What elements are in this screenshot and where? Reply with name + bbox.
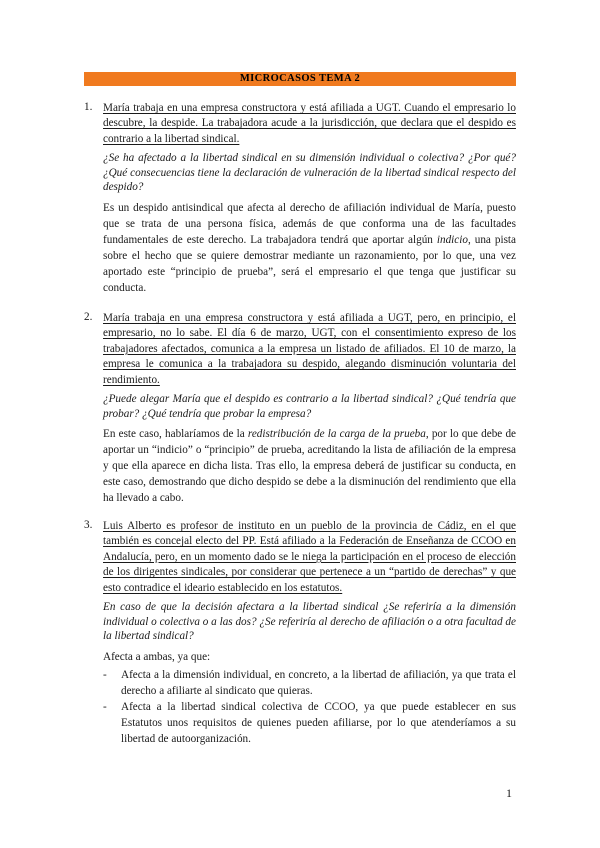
case-question: ¿Puede alegar María que el despido es contrario a la libertad sindical? ¿Qué tendría que probar? ¿Qué tendría que probar la empresa? [103,393,516,420]
answer-bullet-list [103,667,516,747]
case-3 [84,519,516,747]
answer-bullet [103,667,516,699]
bullet-text: Afecta a la libertad sindical colectiva de CCOO, ya que puede establecer en sus Estatutos unos requisitos de quienes pueden afiliarse, por lo que atenderíamos a su libertad de autoorganización. [121,700,516,745]
case-answer-intro: Afecta a ambas, ya que: [103,650,211,663]
case-number: 2. [84,311,93,323]
answer-emphasis: redistribución de la carga de la prueba [247,428,426,441]
case-question: ¿Se ha afectado a la libertad sindical en su dimensión individual o colectiva? ¿Por qué? ¿Qué consecuencias tiene la declaración de vulneración de la libertad sindical respecto del despido? [103,152,516,194]
case-1 [84,101,516,296]
case-statement: María trabaja en una empresa constructora y está afiliada a UGT, pero, en principio, el empresario, no lo sabe. El día 6 de marzo, UGT, con el consentimiento expreso de los trabajadores afectados, comunica a la empresa un listado de afiliados. El 10 de marzo, la empresa le comunica a la trabajadora su despido, alegando disminución voluntaria del rendimiento. [103,312,516,386]
answer-text: , por lo que debe de aportar un “indicio” o “principio” de prueba, acreditando la lista de afiliación de la empresa y que ella aparece en dicha lista. Tras ello, la empresa deberá de justificar su conducta, en este caso, demostrando que dicho despido se debe a la disminución del rendimiento que ella ha llevado a cabo. [103,428,516,505]
bullet-dash: - [103,700,107,713]
case-2 [84,311,516,506]
document-title: MICROCASOS TEMA 2 [84,72,516,86]
answer-bullet [103,699,516,747]
answer-emphasis: indicio [436,234,468,246]
case-number: 1. [84,101,93,113]
answer-text: En este caso, hablaríamos de la [103,428,248,441]
case-question: En caso de que la decisión afectara a la libertad sindical ¿Se referiría a la dimensión individual o colectiva o a las dos? ¿Se referiría al derecho de afiliación o a otra facultad de la libertad sindical? [103,601,516,643]
bullet-dash: - [103,668,107,681]
answer-text: , una pista sobre el hecho que se quiere demostrar mediante un razonamiento, por lo que, una vez aportado este “principio de prueba”, será el empresario el que tenga que justificar su conducta. [103,234,516,294]
case-statement: Luis Alberto es profesor de instituto en un pueblo de la provincia de Cádiz, en el que también es concejal electo del PP. Está afiliado a la Federación de Enseñanza de CCOO en Andalucía, pero, en un momento dado se le niega la participación en el proceso de elección de los dirigentes sindicales, por considerar que pertenece a un “partido de derechas” y que esto contradice el ideario establecido en los estatutos. [103,520,516,594]
case-answer [103,426,516,506]
case-number: 3. [84,519,93,531]
case-statement: María trabaja en una empresa constructora y está afiliada a UGT. Cuando el empresario lo descubre, la despide. La trabajadora acude a la jurisdicción, que declara que el despido es contrario a la libertad sindical. [103,102,516,145]
answer-text: Es un despido antisindical que afecta al derecho de afiliación individual de María, puesto que se trata de una persona física, además de que conforma una de las facultades fundamentales de este derecho. La trabajadora tendrá que aportar algún [103,202,516,246]
case-answer [103,200,516,296]
bullet-text: Afecta a la dimensión individual, en concreto, a la libertad de afiliación, ya que trata el derecho a afiliarte al sindicato que quieras. [121,668,516,697]
page-number: 1 [506,786,512,800]
